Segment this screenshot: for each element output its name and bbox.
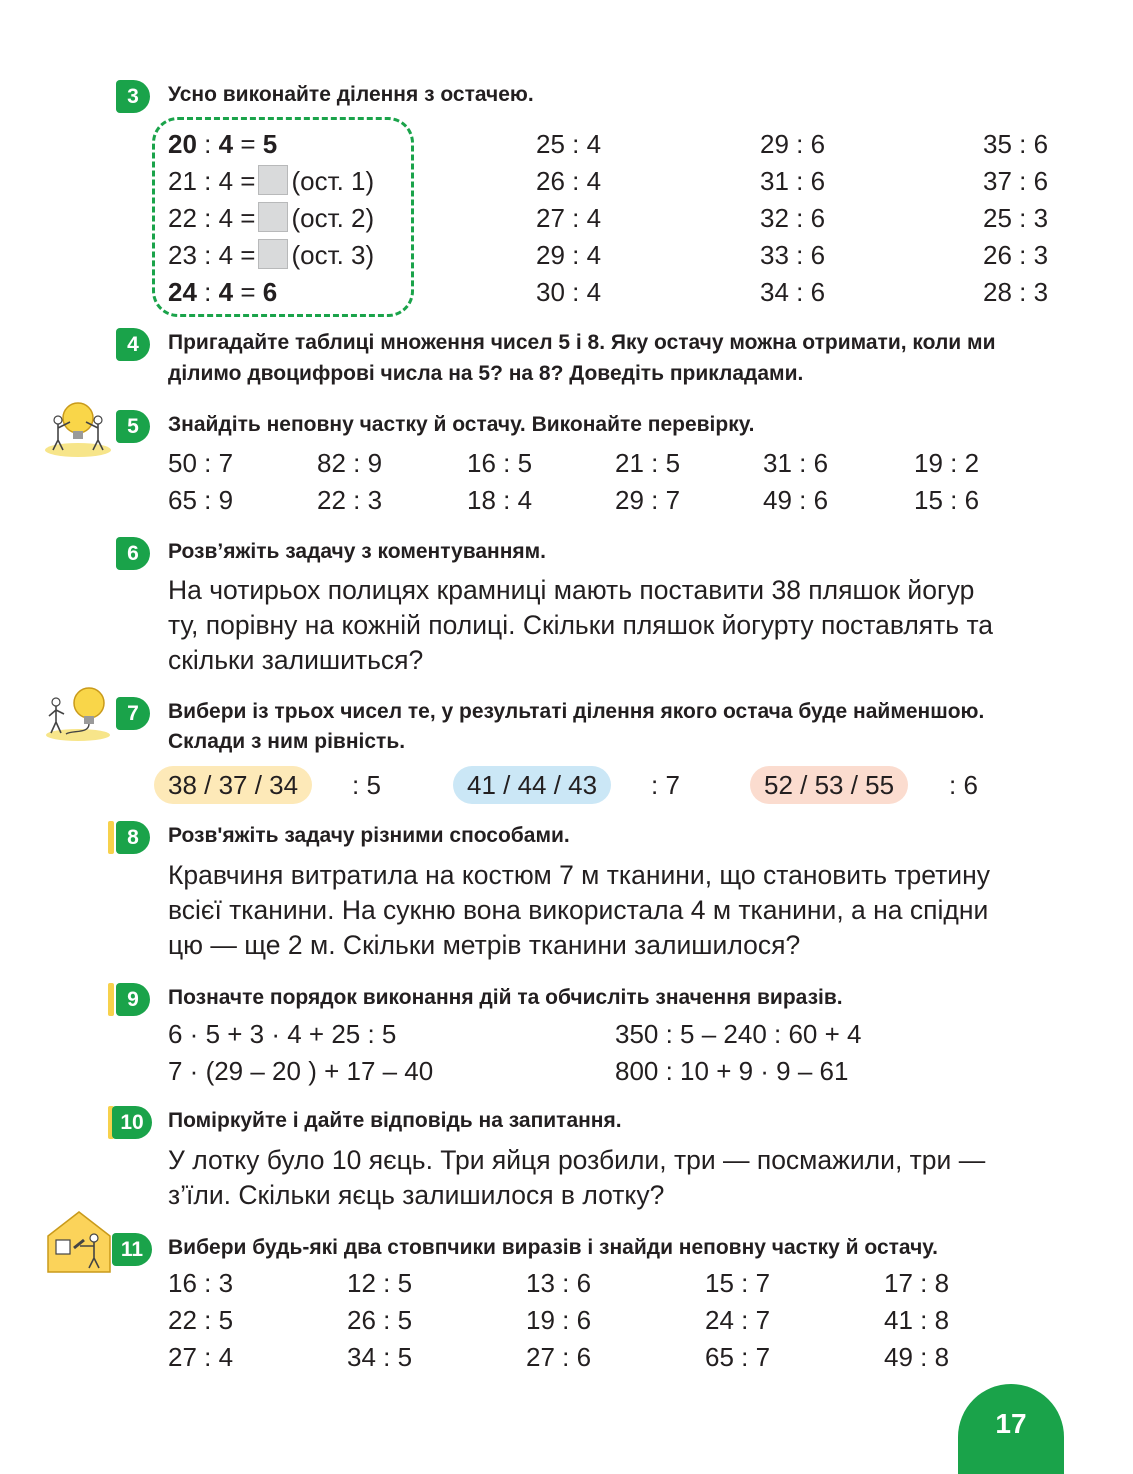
- task-number-badge: 4: [116, 328, 150, 361]
- expression: 21 : 4 =: [168, 166, 256, 196]
- expression: 23 : 4 =: [168, 240, 256, 270]
- divisor: : 7: [651, 770, 680, 800]
- division-expression: 17 : 8: [884, 1268, 950, 1298]
- division-expression: 29 : 7: [615, 485, 681, 515]
- number: 4: [218, 277, 234, 307]
- operator: :: [204, 129, 212, 159]
- task-title: Вибери будь-які два стовпчики виразів і знайди неповну частку й остачу.: [168, 1236, 938, 1259]
- division-expression: 29 : 4: [536, 240, 602, 270]
- lightbulb-person-icon: [42, 684, 112, 742]
- task-title: Розв'яжіть задачу різними способами.: [168, 824, 570, 847]
- task-title: Позначте порядок виконання дій та обчисліть значення виразів.: [168, 986, 843, 1009]
- remainder-label: (ост. 3): [291, 240, 375, 270]
- boxed-equation: [168, 274, 277, 311]
- task-title: Розв’яжіть задачу з коментуванням.: [168, 540, 546, 563]
- division-expression: 12 : 5: [347, 1268, 413, 1298]
- division-expression: 19 : 6: [526, 1305, 592, 1335]
- division-expression: 25 : 4: [536, 129, 602, 159]
- task-text: Склади з ним рівність.: [168, 730, 406, 753]
- problem-text: Кравчиня витратила на костюм 7 м тканини, що становить третину: [168, 860, 990, 890]
- number-choice-group[interactable]: 38 / 37 / 34: [154, 766, 312, 804]
- task-number-badge: 5: [116, 410, 150, 443]
- problem-text: ту, порівну на кожній полиці. Скільки пляшок йогурту поставлять та: [168, 610, 994, 640]
- house-pencil-icon: [44, 1206, 114, 1276]
- division-expression: 31 : 6: [763, 448, 829, 478]
- task-number-badge: 10: [112, 1106, 152, 1139]
- division-expression: 27 : 6: [526, 1342, 592, 1372]
- problem-text: всієї тканини. На сукню вона використала 4 м тканини, а на спідни: [168, 895, 989, 925]
- answer-box[interactable]: [258, 165, 288, 195]
- division-expression: 34 : 5: [347, 1342, 413, 1372]
- number: 20: [168, 129, 197, 159]
- problem-text: цю — ще 2 м. Скільки метрів тканини залишилося?: [168, 930, 801, 960]
- number: 6: [262, 277, 278, 307]
- divisor: : 5: [352, 770, 381, 800]
- number: 4: [218, 129, 234, 159]
- boxed-equation: [168, 237, 374, 274]
- division-expression: 49 : 8: [884, 1342, 950, 1372]
- division-expression: 16 : 5: [467, 448, 533, 478]
- problem-text: скільки залишиться?: [168, 645, 424, 675]
- division-expression: 24 : 7: [705, 1305, 771, 1335]
- division-expression: 25 : 3: [983, 203, 1049, 233]
- task-number-badge: 11: [112, 1233, 152, 1266]
- division-expression: 37 : 6: [983, 166, 1049, 196]
- number-choice-group[interactable]: 41 / 44 / 43: [453, 766, 611, 804]
- division-expression: 18 : 4: [467, 485, 533, 515]
- division-expression: 16 : 3: [168, 1268, 234, 1298]
- division-expression: 26 : 3: [983, 240, 1049, 270]
- operator: =: [240, 277, 256, 307]
- task-number-badge: 7: [116, 697, 150, 730]
- task-title: Поміркуйте і дайте відповідь на запитання.: [168, 1109, 622, 1132]
- division-expression: 26 : 4: [536, 166, 602, 196]
- division-expression: 33 : 6: [760, 240, 826, 270]
- task-text: ділимо двоцифрові числа на 5? на 8? Доведіть прикладами.: [168, 362, 804, 385]
- division-expression: 27 : 4: [168, 1342, 234, 1372]
- division-expression: 30 : 4: [536, 277, 602, 307]
- math-expression: 350 : 5 – 240 : 60 + 4: [615, 1019, 862, 1049]
- number: 24: [168, 277, 197, 307]
- division-expression: 21 : 5: [615, 448, 681, 478]
- task-title: Знайдіть неповну частку й остачу. Виконайте перевірку.: [168, 413, 755, 436]
- operator: =: [240, 129, 256, 159]
- problem-text: з’їли. Скільки яєць залишилося в лотку?: [168, 1180, 665, 1210]
- division-expression: 22 : 3: [317, 485, 383, 515]
- task-number-badge: 6: [116, 537, 150, 570]
- page-number: 17: [958, 1384, 1064, 1474]
- problem-text: У лотку було 10 яєць. Три яйця розбили, три — посмажили, три —: [168, 1145, 986, 1175]
- answer-box[interactable]: [258, 239, 288, 269]
- division-expression: 13 : 6: [526, 1268, 592, 1298]
- task-title: Усно виконайте ділення з остачею.: [168, 83, 534, 106]
- division-expression: 22 : 5: [168, 1305, 234, 1335]
- number-choice-group[interactable]: 52 / 53 / 55: [750, 766, 908, 804]
- boxed-equation: [168, 163, 374, 200]
- remainder-label: (ост. 2): [291, 203, 375, 233]
- divisor: : 6: [949, 770, 978, 800]
- boxed-equation: [168, 126, 277, 163]
- division-expression: 35 : 6: [983, 129, 1049, 159]
- remainder-label: (ост. 1): [291, 166, 375, 196]
- problem-text: На чотирьох полицях крамниці мають поставити 38 пляшок йогур: [168, 575, 975, 605]
- division-expression: 65 : 7: [705, 1342, 771, 1372]
- division-expression: 49 : 6: [763, 485, 829, 515]
- task-number-badge: 9: [116, 983, 150, 1016]
- task-number-badge: 8: [116, 821, 150, 854]
- division-expression: 65 : 9: [168, 485, 234, 515]
- boxed-equation: [168, 200, 374, 237]
- division-expression: 28 : 3: [983, 277, 1049, 307]
- expression: 22 : 4 =: [168, 203, 256, 233]
- math-expression: 800 : 10 + 9 · 9 – 61: [615, 1056, 849, 1086]
- division-expression: 82 : 9: [317, 448, 383, 478]
- division-expression: 19 : 2: [914, 448, 980, 478]
- division-expression: 50 : 7: [168, 448, 234, 478]
- task-text: Вибери із трьох чисел те, у результаті ділення якого остача буде найменшою.: [168, 700, 985, 723]
- division-expression: 26 : 5: [347, 1305, 413, 1335]
- operator: :: [204, 277, 212, 307]
- accent-bar: [108, 821, 114, 854]
- division-expression: 41 : 8: [884, 1305, 950, 1335]
- division-expression: 34 : 6: [760, 277, 826, 307]
- division-expression: 32 : 6: [760, 203, 826, 233]
- math-expression: 7 · (29 – 20 ) + 17 – 40: [168, 1056, 434, 1086]
- division-expression: 31 : 6: [760, 166, 826, 196]
- math-expression: 6 · 5 + 3 · 4 + 25 : 5: [168, 1019, 397, 1049]
- task-number-badge: 3: [116, 80, 150, 113]
- accent-bar: [108, 983, 114, 1016]
- lightbulb-team-icon: [44, 398, 112, 458]
- division-expression: 29 : 6: [760, 129, 826, 159]
- task-text: Пригадайте таблиці множення чисел 5 і 8. Яку остачу можна отримати, коли ми: [168, 331, 996, 354]
- number: 5: [262, 129, 278, 159]
- division-expression: 15 : 6: [914, 485, 980, 515]
- division-expression: 27 : 4: [536, 203, 602, 233]
- division-expression: 15 : 7: [705, 1268, 771, 1298]
- answer-box[interactable]: [258, 202, 288, 232]
